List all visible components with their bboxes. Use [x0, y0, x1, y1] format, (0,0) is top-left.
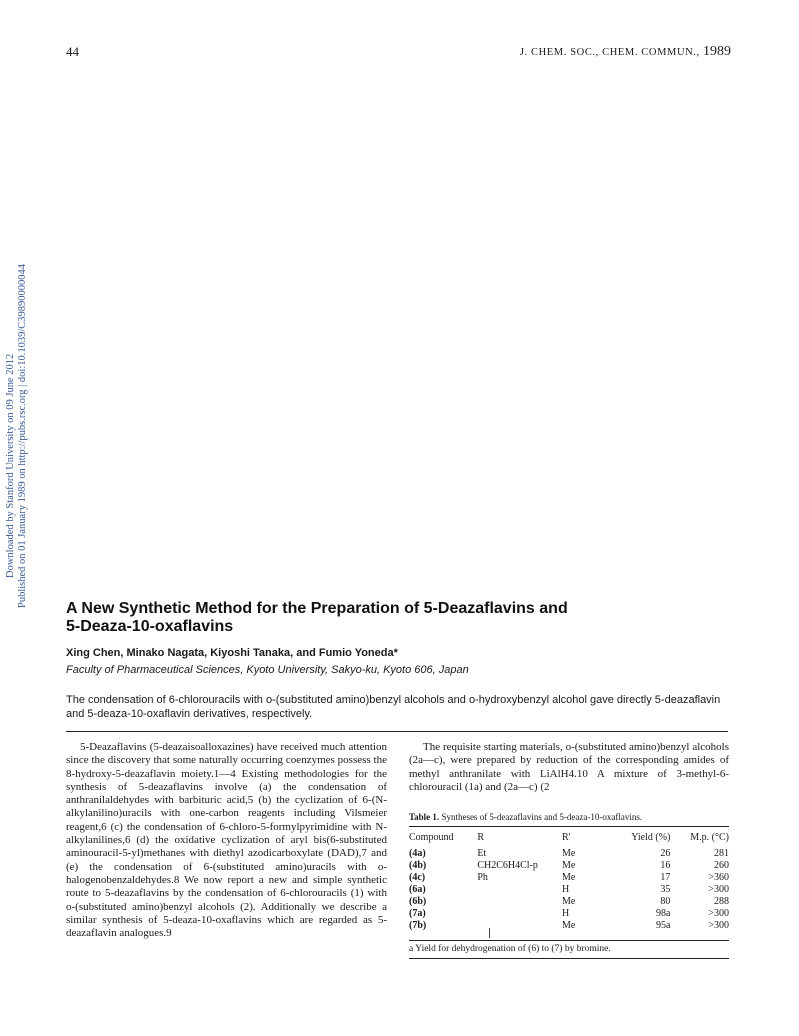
table-mid-rule	[409, 940, 729, 941]
journal-year: 1989	[703, 44, 731, 59]
table-cell: 260	[714, 860, 729, 871]
table-cell: Me	[561, 872, 576, 883]
article-title	[66, 600, 706, 636]
table-cell: >300	[708, 920, 729, 931]
table-row	[409, 848, 729, 860]
table-cell: H	[561, 908, 570, 919]
table-header-cell: Yield (%)	[631, 832, 671, 843]
table-cell: 16	[660, 860, 671, 871]
table-cell: Me	[561, 848, 576, 859]
abstract-rule	[66, 731, 728, 732]
table-cell: Ph	[477, 872, 488, 883]
abstract: The condensation of 6-chlorouracils with o-(substituted amino)benzyl alcohols and o-hydroxybenzyl alcohol gave directly 5-deazaflavin and 5-deaza-10-oxaflavin derivatives, respectively.	[66, 694, 721, 720]
synthesis-table	[409, 832, 729, 932]
download-notice[interactable]: Downloaded by Stanford University on 09 June 2012	[5, 353, 16, 578]
table-cell	[477, 908, 562, 920]
table-cell: 98a	[655, 908, 671, 919]
table-row	[409, 884, 729, 896]
table-footnote: a Yield for dehydrogenation of (6) to (7) by bromine.	[409, 944, 611, 954]
table-cell: Et	[477, 848, 487, 859]
table-cell: >300	[708, 884, 729, 895]
table-cell	[477, 884, 562, 896]
table-cell: (4b)	[409, 860, 427, 871]
body-paragraph-right: The requisite starting materials, o-(substituted amino)benzyl alcohols (2a—c), were prepared by reduction of the corresponding amides of methyl anthranilate with LiAlH4.10 A mixture of 3-methyl-6-chlorouracil (1a) and (2a—c) (2	[409, 741, 729, 793]
table-row	[409, 860, 729, 872]
table-cell: Me	[561, 860, 576, 871]
authors: Xing Chen, Minako Nagata, Kiyoshi Tanaka, and Fumio Yoneda*	[66, 647, 398, 659]
table-row	[409, 872, 729, 884]
table-header-cell: M.p. (°C)	[690, 832, 729, 843]
table-cell: 288	[714, 896, 729, 907]
affiliation: Faculty of Pharmaceutical Sciences, Kyoto University, Sakyo-ku, Kyoto 606, Japan	[66, 664, 469, 676]
table-caption	[409, 812, 642, 822]
table-cell: 281	[714, 848, 729, 859]
table-cell: Me	[561, 920, 576, 931]
table-cell: >300	[708, 908, 729, 919]
body-paragraph-left: 5-Deazaflavins (5-deazaisoalloxazines) have received much attention since the discovery that some naturally occurring coenzymes possess the 8-hydroxy-5-deazaflavin moiety.1—4 Existing methodologies for the synthesis of 5-deazaflavins involve (a) the condensation of anthranilaldehydes with barbituric acid,5 (b) the cyclization of 6-(N-alkylanilino)uracils with one-carbon reagents including Vilsmeier reagent,6 (c) the condensation of 6-chloro-5-formylpyrimidine with N-alkylanilines,6 (d) the oxidative cyclization of aryl bis(6-substituted aminouracil-5-yl)methanes with diethyl azodicarboxylate (DAD),7 and (e) the condensation of 6-(substituted amino)uracils with o-halogenobenzaldehydes.8 We now report a new and simple synthetic route to 5-deazaflavins by the condensation of 6-chlorouracils (1) with o-(substituted amino)benzyl alcohols (2). Additionally we describe a similar synthesis of 5-deaza-10-oxaflavins which are regarded as 5-deazaflavin analogues.9	[66, 741, 387, 940]
table-cell: (4c)	[409, 872, 426, 883]
table-cell: 17	[660, 872, 671, 883]
body-left-column	[66, 741, 387, 940]
table-bottom-rule	[409, 958, 729, 959]
table-row	[409, 908, 729, 920]
table-cell: (7a)	[409, 908, 426, 919]
table-cell: CH2C6H4Cl-p	[477, 860, 538, 871]
table-cell: (4a)	[409, 848, 426, 859]
table-header-cell: R	[477, 832, 484, 843]
table-cell: (6b)	[409, 896, 427, 907]
table-top-rule	[409, 826, 729, 827]
table-header-cell: R'	[561, 832, 571, 843]
table-cell: >360	[708, 872, 729, 883]
table-cell: 26	[660, 848, 671, 859]
table-cell: (6a)	[409, 884, 426, 895]
table-header-row	[409, 832, 729, 848]
table-cell: 35	[660, 884, 671, 895]
body-right-column	[409, 741, 729, 794]
journal-name: J. CHEM. SOC., CHEM. COMMUN.,	[519, 47, 700, 58]
table-row	[409, 896, 729, 908]
title-line-2: 5-Deaza-10-oxaflavins	[66, 618, 234, 635]
table-cell	[477, 920, 562, 932]
title-line-1: A New Synthetic Method for the Preparation of 5-Deazaflavins and	[66, 600, 568, 617]
table-row	[409, 920, 729, 932]
table-caption-text: Syntheses of 5-deazaflavins and 5-deaza-10-oxaflavins.	[441, 812, 643, 822]
table-bracket-mark	[489, 928, 490, 938]
table-cell	[477, 896, 562, 908]
table-label: Table 1.	[409, 812, 440, 822]
journal-header	[520, 44, 731, 60]
table-header-cell: Compound	[409, 832, 454, 843]
page-number: 44	[66, 44, 79, 59]
table-cell: (7b)	[409, 920, 427, 931]
table-cell: 95a	[655, 920, 671, 931]
table-cell: Me	[561, 896, 576, 907]
table-cell: H	[561, 884, 570, 895]
table-cell: 80	[660, 896, 671, 907]
publication-notice[interactable]: Published on 01 January 1989 on http://pubs.rsc.org | doi:10.1039/C39890000044	[17, 263, 28, 608]
